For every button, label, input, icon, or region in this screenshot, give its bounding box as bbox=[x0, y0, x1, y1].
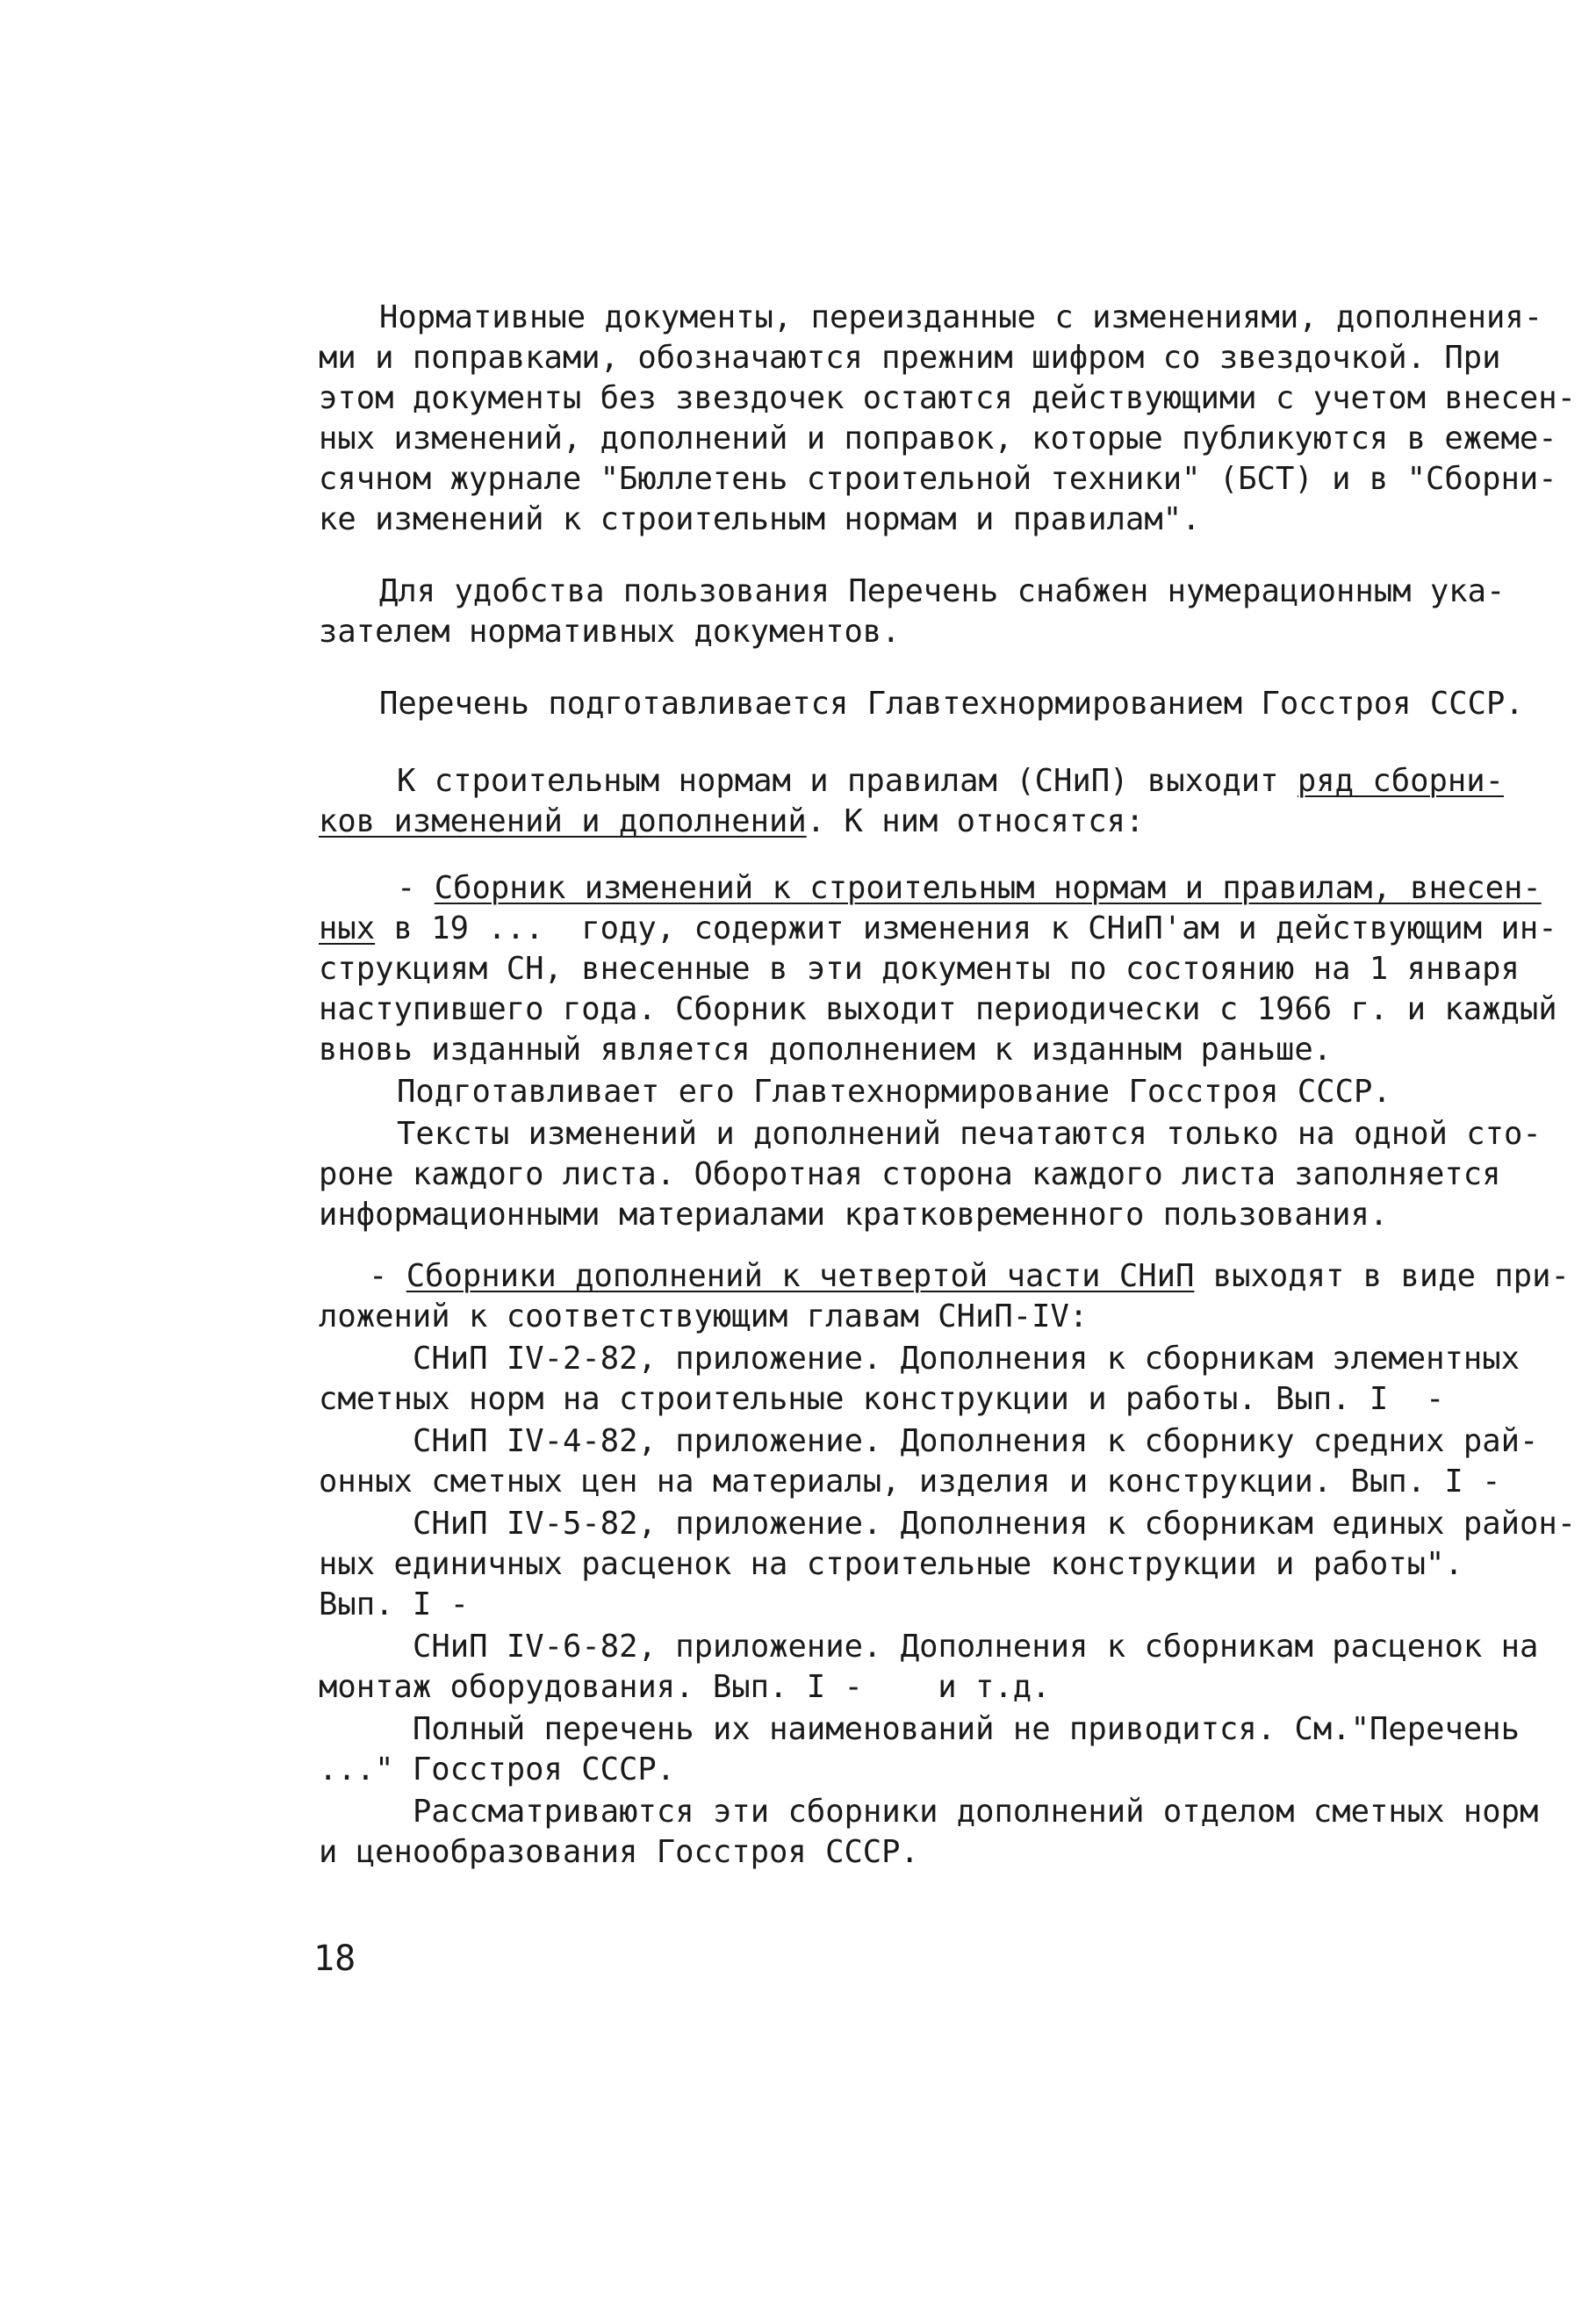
para4-text-2: . К ним относятся: bbox=[806, 803, 1145, 839]
item1-dash: - bbox=[397, 870, 435, 906]
item2-line9: Вып. I - bbox=[319, 1586, 469, 1622]
item1-line4: наступившего года. Сборник выходит периодически с 1966 г. и каждый bbox=[319, 991, 1557, 1027]
item1-line8: роне каждого листа. Оборотная сторона каждого листа заполняется bbox=[319, 1156, 1501, 1192]
item2-line4: сметных норм на строительные конструкции и работы. Вып. I - bbox=[319, 1381, 1445, 1417]
item2-line3: СНиП IV-2-82, приложение. Дополнения к сборникам элементных bbox=[413, 1341, 1520, 1377]
item1-title-cont: ных bbox=[319, 910, 376, 946]
item2-line1 bbox=[369, 1257, 1570, 1296]
item1-line6: Подготавливает его Главтехнормирование Госстроя СССР. bbox=[397, 1074, 1391, 1110]
item2-line7: СНиП IV-5-82, приложение. Дополнения к сборникам единых район- bbox=[413, 1506, 1577, 1542]
item2-line8: ных единичных расценок на строительные конструкции и работы". bbox=[319, 1546, 1463, 1582]
item2-line10: СНиП IV-6-82, приложение. Дополнения к сборникам расценок на bbox=[413, 1629, 1539, 1665]
para1-line1: Нормативные документы, переизданные с изменениями, дополнения- bbox=[379, 299, 1543, 335]
para2-line1: Для удобства пользования Перечень снабжен нумерационным ука- bbox=[379, 573, 1506, 609]
para1-line2: ми и поправками, обозначаются прежним шифром со звездочкой. При bbox=[319, 340, 1501, 376]
para4-underlined-2: ков изменений и дополнений bbox=[319, 803, 807, 839]
para1-line6: ке изменений к строительным нормам и правилам". bbox=[319, 501, 1201, 537]
item1-line9: информационными материалами кратковременного пользования. bbox=[319, 1197, 1389, 1233]
item1-line3: струкциям СН, внесенные в эти документы по состоянию на 1 января bbox=[319, 951, 1520, 987]
item2-line13: ..." Госстроя СССР. bbox=[319, 1752, 676, 1788]
item1-line5: вновь изданный является дополнением к изданным раньше. bbox=[319, 1032, 1333, 1068]
item2-line14: Рассматриваются эти сборники дополнений отделом сметных норм bbox=[413, 1794, 1539, 1830]
page-number: 18 bbox=[313, 1939, 356, 1979]
para4-line1 bbox=[397, 762, 1504, 801]
item2-dash: - bbox=[369, 1258, 406, 1294]
para4-text: К строительным нормам и правилам (СНиП) выходит bbox=[397, 763, 1298, 799]
item1-line2 bbox=[319, 910, 1557, 948]
item2-title: Сборники дополнений к четвертой части СНиП bbox=[406, 1258, 1195, 1294]
para4-line2 bbox=[319, 802, 1144, 841]
item1-line7: Тексты изменений и дополнений печатаются только на одной сто- bbox=[397, 1116, 1542, 1152]
para4-underlined: ряд сборни- bbox=[1297, 763, 1505, 799]
item1-title: Сборник изменений к строительным нормам и правилам, внесен- bbox=[434, 870, 1542, 906]
para1-line5: сячном журнале "Бюллетень строительной техники" (БСТ) и в "Сборни- bbox=[319, 461, 1557, 497]
para3-line1: Перечень подготавливается Главтехнормированием Госстроя СССР. bbox=[379, 686, 1524, 722]
item2-line6: онных сметных цен на материалы, изделия и конструкции. Вып. I - bbox=[319, 1464, 1501, 1500]
item2-line5: СНиП IV-4-82, приложение. Дополнения к сборнику средних рай- bbox=[413, 1423, 1539, 1459]
item1-line1 bbox=[397, 869, 1542, 908]
item2-text-1: выходят в виде при- bbox=[1194, 1258, 1570, 1294]
item2-line15: и ценообразования Госстроя СССР. bbox=[319, 1834, 919, 1870]
item2-line12: Полный перечень их наименований не приводится. См."Перечень bbox=[413, 1711, 1520, 1747]
para2-line2: зателем нормативных документов. bbox=[319, 614, 901, 650]
para1-line3: этом документы без звездочек остаются действующими с учетом внесен- bbox=[319, 380, 1576, 416]
para1-line4: ных изменений, дополнений и поправок, которые публикуются в ежеме- bbox=[319, 421, 1557, 457]
item2-line11: монтаж оборудования. Вып. I - и т.д. bbox=[319, 1669, 1051, 1705]
item2-line2: ложений к соответствующим главам СНиП-IV: bbox=[319, 1298, 1089, 1334]
item1-text-2: в 19 ... году, содержит изменения к СНиП'ам и действующим ин- bbox=[375, 910, 1557, 946]
